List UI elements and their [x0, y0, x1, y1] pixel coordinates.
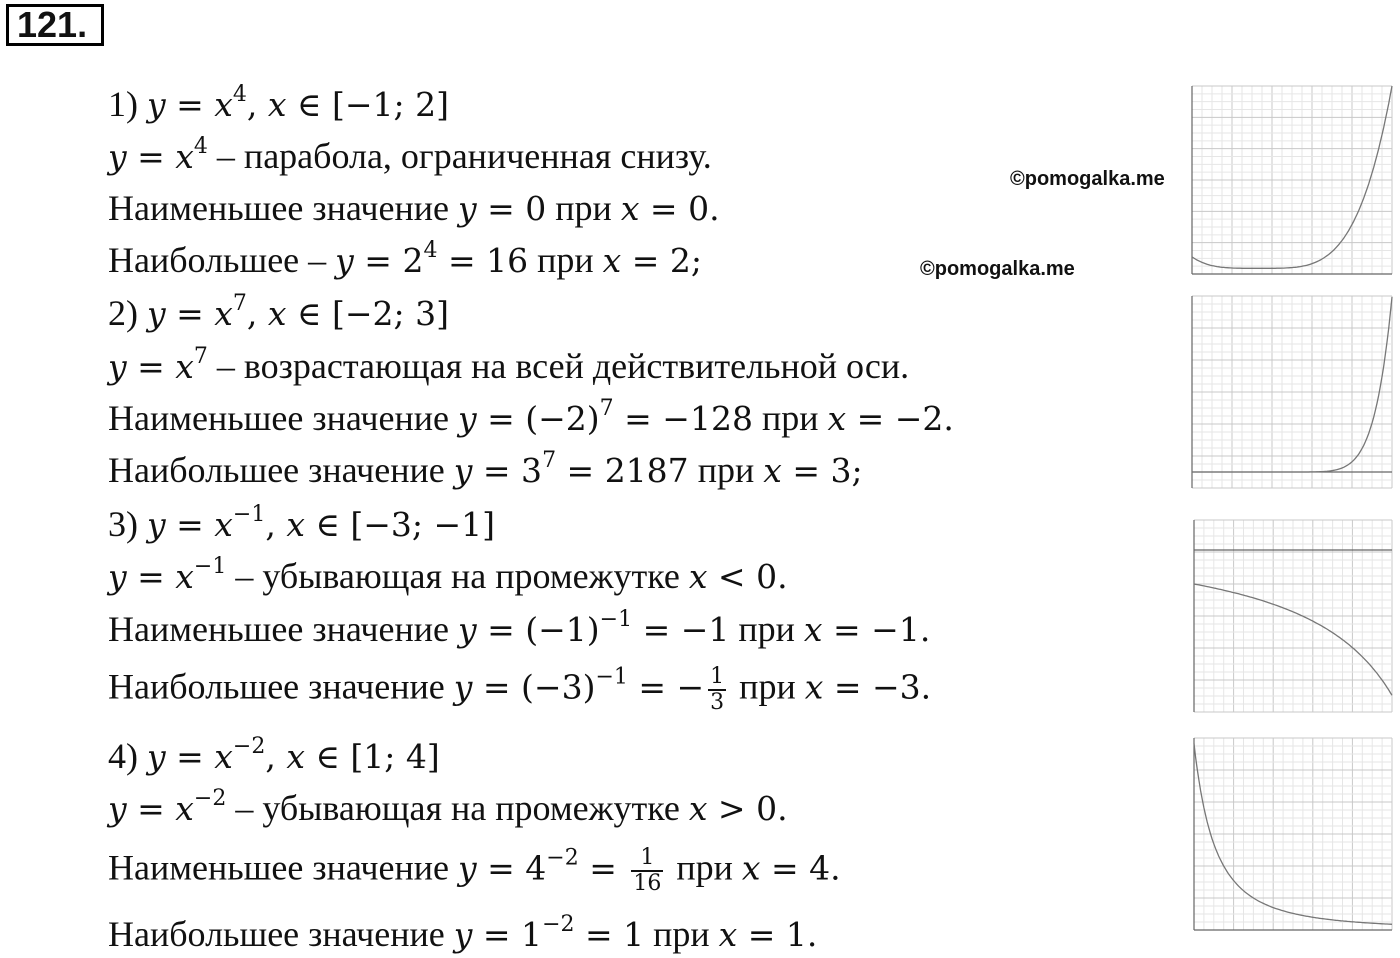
item-3-max: Наибольшее значение $y = (-3)^{-1}$ = − $\frac{1}{3}$ при x = −3.	[108, 664, 932, 715]
item-4-description: $y = x^{-2}$ – убывающая на промежутке x > 0.	[108, 786, 788, 828]
graph-x-2	[1180, 730, 1398, 940]
item-2-description: $y = x^7$ – возрастающая на всей действительной оси.	[108, 344, 910, 386]
item-2-max: Наибольшее значение $y = 3^7 = 2187$ при x = 3;	[108, 448, 863, 490]
graph-x7	[1186, 288, 1398, 494]
graph-x-1	[1180, 512, 1398, 722]
item-4-max: Наибольшее значение $y = 1^{-2} = 1$ при x = 1.	[108, 912, 818, 954]
grid-lines	[1194, 738, 1392, 930]
item-3-description: $y = x^{-1}$ – убывающая на промежутке x < 0.	[108, 554, 788, 596]
item-2-min: Наименьшее значение $y = (-2)^7 = -128$ при x = −2.	[108, 396, 954, 438]
grid-lines	[1192, 86, 1392, 274]
item-1-min: Наименьшее значение y = 0 при x = 0.	[108, 188, 720, 228]
item-3-min: Наименьшее значение $y = (-1)^{-1} = -1$ при x = −1.	[108, 607, 931, 649]
item-2-title: 2) $y = x^7$, x ∈ [−2; 3]	[108, 291, 449, 333]
item-4-min: Наименьшее значение $y = 4^{-2}$ = $\frac{1}{16}$ при x = 4.	[108, 845, 841, 896]
grid-lines	[1194, 520, 1392, 712]
grid-lines	[1192, 296, 1392, 488]
problem-number: 121.	[6, 4, 104, 46]
watermark: ©pomogalka.me	[1010, 168, 1165, 190]
item-1-title: 1) $y = x^4$, x ∈ [−1; 2]	[108, 82, 449, 124]
item-3-title: 3) $y = x^{-1}$, x ∈ [−3; −1]	[108, 502, 496, 544]
item-1-description: $y = x^4$ – парабола, ограниченная снизу.	[108, 134, 712, 176]
item-1-max: Наибольшее – $y = 2^4 = 16$ при x = 2;	[108, 238, 702, 280]
item-4-title: 4) $y = x^{-2}$, x ∈ [1; 4]	[108, 734, 440, 776]
watermark: ©pomogalka.me	[920, 258, 1075, 280]
graph-x4	[1186, 76, 1398, 286]
